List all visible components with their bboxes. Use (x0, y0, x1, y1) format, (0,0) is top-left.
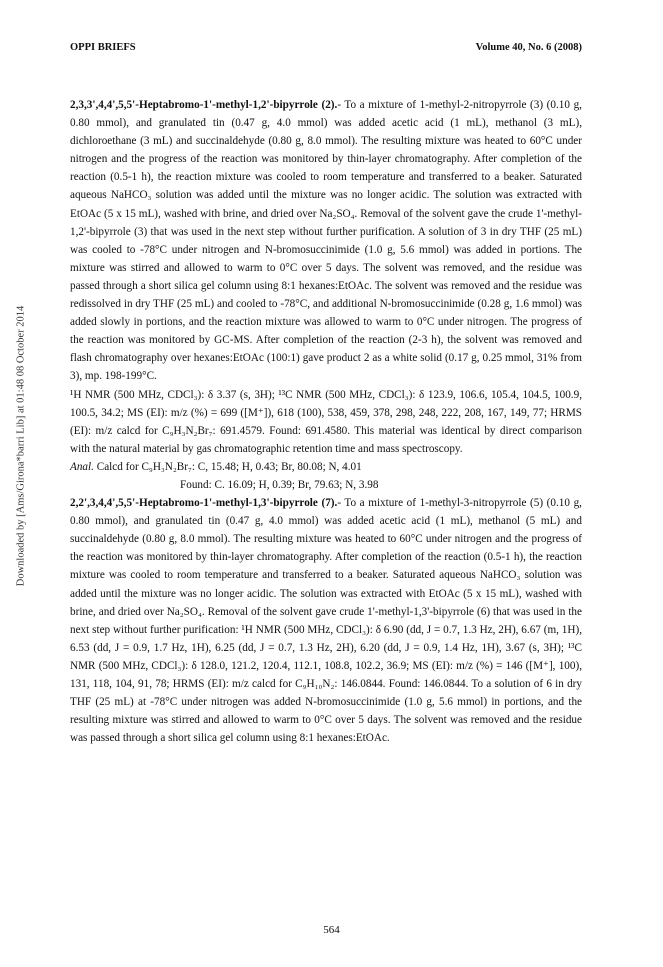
page-number: 564 (323, 924, 340, 936)
anal-label: Anal. (70, 460, 94, 473)
running-header (70, 42, 582, 58)
anal-calcd-line (70, 458, 582, 476)
article-body (70, 96, 582, 747)
paragraph-compound-2 (70, 96, 582, 386)
compound-7-procedure: - To a mixture of 1-methyl-3-nitropyrrole (5) (0.10 g, 0.80 mmol), and granulated tin (0.47 g, 4.0 mmol) was added acetic acid (1 mL), methanol (5 mL) and succinaldehyde (0.80 g, 8.0 mmol). The resulting mixture was heated to 60°C under nitrogen and the progress of the reaction was monitored by thin-layer chromatography. After completion of the reaction (0.5-1 h), the reaction mixture was cooled to room temperature and transferred to a beaker. Saturated aqueous NaHCO₃ solution was added until the mixture was no longer acidic. The solution was extracted with EtOAc (5 x 15 mL), washed with brine, and dried over Na₂SO₄. Removal of the solvent gave crude 1'-methyl-1,3'-bipyrrole (6) that was used in the next step without further purification: ¹H NMR (500 MHz, CDCl₃): δ 6.90 (dd, J = 0.7, 1.3 Hz, 2H), 6.67 (m, 1H), 6.53 (dd, J = 0.9, 1.7 Hz, 1H), 6.25 (dd, J = 0.7, 1.3 Hz, 2H), 6.20 (dd, J = 0.9, 1.4 Hz, 1H), 3.67 (s, 3H); ¹³C NMR (500 MHz, CDCl₃): δ 128.0, 121.2, 120.4, 112.1, 108.8, 102.2, 36.9; MS (EI): m/z (%) = 146 ([M⁺], 100), 131, 118, 104, 91, 78; HRMS (EI): m/z calcd for C₉H₁₀N₂: 146.0844. Found: 146.0844. To a solution of 6 in dry THF (25 mL) at -78°C under nitrogen was added N-bromosuccinimide (1.0 g, 5.6 mmol) in portions, and the resulting mixture was stirred and allowed to warm to 0°C over 5 days. The solvent was removed and the residue was passed through a short silica gel column using 8:1 hexanes:EtOAc. (70, 497, 582, 745)
compound-2-procedure: - To a mixture of 1-methyl-2-nitropyrrole (3) (0.10 g, 0.80 mmol), and granulated tin (0.47 g, 4.0 mmol) was added acetic acid (1 mL), methanol (3 mL), dichloroethane (3 mL) and succinaldehyde (0.80 g, 8.0 mmol). The resulting mixture was heated to 60°C under nitrogen and the progress of the reaction was monitored by thin-layer chromatography. After completion of the reaction (0.5-1 h), the reaction mixture was cooled to room temperature and transferred to a beaker. Saturated aqueous NaHCO₃ solution was added until the mixture was no longer acidic. The solution was extracted with EtOAc (5 x 15 mL), washed with brine, and dried over Na₂SO₄. Removal of the solvent gave the crude 1'-methyl-1,2'-bipyrrole (3) that was used in the next step without further purification. A solution of 3 in dry THF (25 mL) was cooled to -78°C under nitrogen and N-bromosuccinimide (1.0 g, 5.6 mmol) was added in portions. The mixture was stirred and allowed to warm to 0°C over 5 days. The solvent was removed, and the residue was passed through a short silica gel column using 8:1 hexanes:EtOAc. The solvent was removed and the residue was redissolved in dry THF (25 mL) and cooled to -78°C, and additional N-bromosuccinimide (0.28 g, 1.6 mmol) was added slowly in portions, and the reaction mixture was allowed to warm to 0°C under nitrogen. The progress of the reaction was monitored by GC-MS. After completion of the reaction (2-3 h), the solvent was removed and flash chromatography over hexanes:EtOAc (100:1) gave product 2 as a white solid (0.17 g, 0.25 mmol, 31% from 3), mp. 198-199°C. (70, 99, 582, 383)
anal-calcd: Calcd for C₉H₃N₂Br₇: C, 15.48; H, 0.43; Br, 80.08; N, 4.01 (96, 460, 362, 473)
compound-2-heading: 2,3,3',4,4',5,5'-Heptabromo-1'-methyl-1,2'-bipyrrole (2). (70, 99, 338, 111)
paragraph-compound-7 (70, 494, 582, 747)
download-watermark (12, 228, 30, 663)
download-watermark-text: Downloaded by [Ams/Girona*barri Lib] at 01:48 08 October 2014 (15, 305, 27, 586)
compound-7-heading: 2,2',3,4,4',5,5'-Heptabromo-1'-methyl-1,3'-bipyrrole (7). (70, 497, 338, 510)
anal-found-line: Found: C. 16.09; H, 0.39; Br, 79.63; N, 3.98 (180, 478, 379, 491)
paragraph-compound-2-spectra: ¹H NMR (500 MHz, CDCl₃): δ 3.37 (s, 3H); ¹³C NMR (500 MHz, CDCl₃): δ 123.9, 106.6, 105.4, 104.5, 100.9, 100.5, 34.2; MS (EI): m/z (%) = 699 ([M⁺]), 618 (100), 538, 459, 378, 298, 248, 222, 208, 167, 149, 77; HRMS (EI): m/z calcd for C₉H₃N₂Br₇: 691.4579. Found: 691.4580. This material was identical by direct comparison with the natural material by gas chromatographic retention time and mass spectroscopy. (70, 388, 582, 455)
journal-section-title: OPPI BRIEFS (70, 42, 136, 53)
volume-issue: Volume 40, No. 6 (2008) (475, 42, 582, 53)
